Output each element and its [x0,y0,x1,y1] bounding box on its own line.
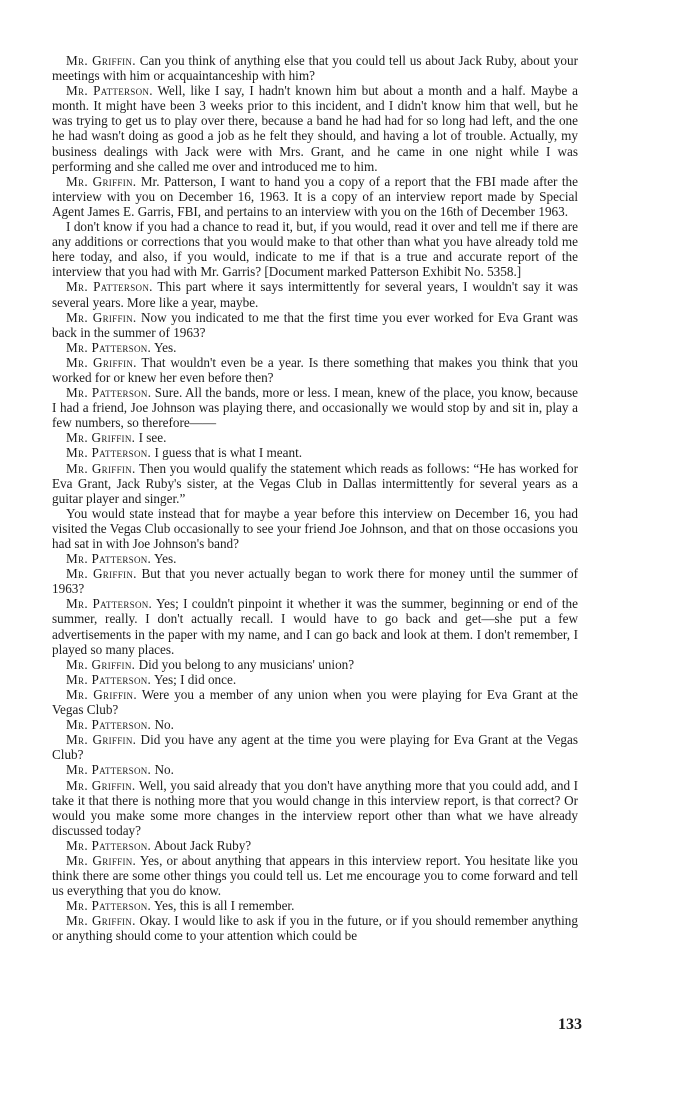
speaker-label: Mr. Griffin. [66,913,136,929]
speaker-label: Mr. Patterson. [66,671,152,687]
paragraph-text: No. [154,717,174,733]
paragraph-text: I see. [138,430,167,446]
paragraph [52,913,578,943]
paragraph-text: Can you think of anything else that you could tell us about Jack Ruby, about your meetings with him or acquaintanceship with him? [52,53,578,84]
paragraph-text: Yes; I did once. [153,671,237,687]
speaker-label: Mr. Griffin. [66,566,137,582]
speaker-label: Mr. Patterson. [66,551,152,567]
page-number: 133 [558,1016,582,1033]
paragraph [52,445,578,460]
paragraph-text: Did you belong to any musicians' union? [138,656,355,672]
paragraph-text: Sure. All the bands, more or less. I mean, knew of the place, you know, because I had a friend, Joe Johnson was playing there, and occasionally we would stop by and sit in, play a few numbers, so therefore—— [52,385,578,431]
speaker-label: Mr. Patterson. [66,445,152,461]
speaker-label: Mr. Patterson. [66,898,152,914]
speaker-label: Mr. Patterson. [66,83,153,99]
paragraph [52,672,578,687]
paragraph-text: Mr. Patterson, I want to hand you a copy of a report that the FBI made after the interview with you on December 16, 1963. It is a copy of an interview report made by Special Agent James E. Garris, FBI, and pertains to an interview with you on the 16th of December 1963. [52,173,578,219]
paragraph-text: Well, like I say, I hadn't known him but about a month and a half. Maybe a month. It might have been 3 weeks prior to this incident, and I didn't know him that well, but he was trying to get us to play over there, because a band he had had for so long had left, and the one he had wasn't doing as good a job as he felt they should, and having a lot of trouble. Actually, my business dealings with Jack were with Mrs. Grant, and he came in one night while I was performing and she called me over and introduced me to him. [52,83,579,174]
paragraph [52,385,578,430]
paragraph [52,430,578,445]
paragraph [52,657,578,672]
paragraph-text: That wouldn't even be a year. Is there something that makes you think that you worked for or knew her even before then? [52,354,578,385]
speaker-label: Mr. Patterson. [66,762,152,778]
paragraph [52,838,578,853]
speaker-label: Mr. Griffin. [66,777,136,793]
paragraph [52,762,578,777]
speaker-label: Mr. Griffin. [66,430,136,446]
paragraph-text: Yes, this is all I remember. [153,898,295,914]
paragraph-text: About Jack Ruby? [153,837,252,853]
paragraph-text: You would state instead that for maybe a year before this interview on December 16, you had visited the Vegas Club occasionally to see your friend Joe Johnson, and that on those occasions you had sat in with Joe Johnson's band? [52,505,578,551]
paragraph [52,778,578,838]
paragraph [52,506,578,551]
paragraph [52,279,578,309]
speaker-label: Mr. Griffin. [66,656,136,672]
speaker-label: Mr. Griffin. [66,686,137,702]
speaker-label: Mr. Griffin. [66,309,137,325]
paragraph [52,853,578,898]
speaker-label: Mr. Patterson. [66,837,152,853]
paragraph-text: I guess that is what I meant. [154,445,303,461]
paragraph [52,355,578,385]
paragraph-text: This part where it says intermittently for several years, I wouldn't say it was several years. More like a year, maybe. [52,279,578,310]
paragraph [52,461,578,506]
speaker-label: Mr. Patterson. [66,596,153,612]
paragraph [52,596,578,656]
paragraph [52,898,578,913]
speaker-label: Mr. Patterson. [66,385,152,401]
paragraph-text: Then you would qualify the statement which reads as follows: “He has worked for Eva Grant, Jack Ruby's sister, at the Vegas Club in Dallas intermittently for several years as a guitar player and singer.” [52,460,578,506]
paragraph [52,310,578,340]
paragraph [52,83,578,174]
paragraph [52,687,578,717]
paragraph-text: Were you a member of any union when you were playing for Eva Grant at the Vegas Club? [52,686,579,718]
speaker-label: Mr. Griffin. [66,173,137,189]
paragraph-text: Yes, or about anything that appears in this interview report. You hesitate like you think there are some other things you could tell us. Let me encourage you to come forward and tell us everything that you do know. [52,852,579,899]
paragraph [52,340,578,355]
paragraph [52,174,578,219]
speaker-label: Mr. Griffin. [66,852,137,868]
paragraph [52,219,578,279]
paragraph [52,551,578,566]
speaker-label: Mr. Patterson. [66,279,153,295]
paragraph [52,717,578,732]
paragraph [52,732,578,762]
speaker-label: Mr. Griffin. [66,53,136,68]
paragraph-text: No. [154,762,174,778]
paragraph-text: I don't know if you had a chance to read it, but, if you would, read it over and tell me if there are any additions or corrections that you would make to that other than what you have already told me here today, and also, if you would, indicate to me if that is a true and accurate report of the interview that you had with Mr. Garris? [Document marked Patterson Exhibit No. 5358.] [52,219,578,280]
testimony-text [52,53,578,944]
speaker-label: Mr. Patterson. [66,339,152,355]
paragraph-text: But that you never actually began to work there for money until the summer of 1963? [52,566,578,597]
paragraph-text: Did you have any agent at the time you were playing for Eva Grant at the Vegas Club? [52,732,578,763]
paragraph-text: Yes; I couldn't pinpoint it whether it was the summer, beginning or end of the summer, really. I don't actually recall. I would have to go back and get—she put a few advertisements in the paper with my name, and I can go back and look at them. I don't remember, I played so many places. [52,596,579,657]
paragraph-text: Okay. I would like to ask if you in the future, or if you should remember anything or anything should come to your attention which could be [52,913,578,944]
speaker-label: Mr. Patterson. [66,717,152,733]
speaker-label: Mr. Griffin. [66,460,136,476]
paragraph [52,53,578,83]
paragraph [52,566,578,596]
paragraph-text: Now you indicated to me that the first time you ever worked for Eva Grant was back in the summer of 1963? [52,309,578,340]
paragraph-text: Yes. [153,339,177,355]
paragraph-text: Yes. [153,551,177,567]
speaker-label: Mr. Griffin. [66,732,137,748]
paragraph-text: Well, you said already that you don't have anything more that you could add, and I take it that there is nothing more that you would change in this interview report, is that correct? Or would you make some more changes in the interview report other than what we have already discussed today? [52,777,578,838]
speaker-label: Mr. Griffin. [66,354,137,370]
